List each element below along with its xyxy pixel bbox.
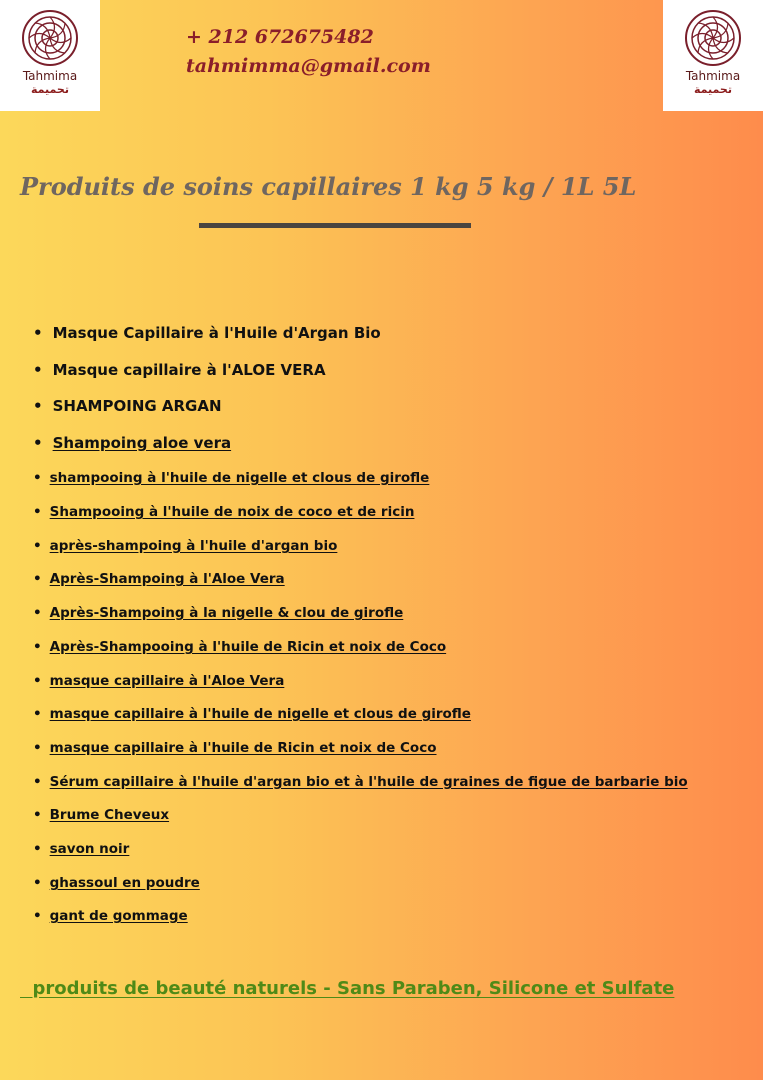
bullet-icon: • — [33, 571, 42, 587]
contact-phone[interactable]: + 212 672675482 — [186, 26, 374, 48]
product-label: Masque capillaire à l'ALOE VERA — [52, 361, 326, 379]
list-item[interactable] — [33, 639, 446, 655]
list-item — [33, 361, 326, 379]
list-item[interactable] — [33, 504, 414, 520]
bullet-icon: • — [33, 673, 42, 689]
bullet-icon: • — [33, 397, 43, 415]
bullet-icon: • — [33, 841, 42, 857]
list-item[interactable] — [33, 875, 200, 891]
bullet-icon: • — [33, 706, 42, 722]
product-link[interactable]: ghassoul en poudre — [49, 875, 200, 891]
title-divider — [199, 223, 471, 228]
product-link[interactable]: Après-Shampoing à l'Aloe Vera — [49, 571, 285, 587]
logo-arabic-name: تحميمة — [31, 83, 69, 96]
footer-tagline[interactable] — [20, 978, 674, 999]
brand-logo-left — [0, 0, 100, 111]
bullet-icon: • — [33, 807, 42, 823]
product-link[interactable]: gant de gommage — [49, 908, 188, 924]
bullet-icon: • — [33, 908, 42, 924]
list-item[interactable] — [33, 434, 231, 452]
list-item[interactable] — [33, 706, 471, 722]
product-link[interactable]: Shampoing aloe vera — [52, 434, 232, 452]
product-link[interactable]: après-shampoing à l'huile d'argan bio — [49, 538, 338, 554]
footer-text[interactable]: produits de beauté naturels - Sans Paraben, Silicone et Sulfate — [32, 978, 675, 999]
mandala-logo-icon — [684, 9, 742, 67]
bullet-icon: • — [33, 361, 43, 379]
bullet-icon: • — [33, 470, 42, 486]
list-item[interactable] — [33, 774, 688, 790]
bullet-icon: • — [33, 538, 42, 554]
bullet-icon: • — [33, 605, 42, 621]
product-link[interactable]: Shampooing à l'huile de noix de coco et de ricin — [49, 504, 415, 520]
bullet-icon: • — [33, 639, 42, 655]
bullet-icon: • — [33, 504, 42, 520]
contact-email[interactable]: tahmimma@gmail.com — [186, 55, 431, 77]
list-item[interactable] — [33, 673, 284, 689]
logo-arabic-name: تحميمة — [694, 83, 732, 96]
product-link[interactable]: shampooing à l'huile de nigelle et clous de girofle — [49, 470, 430, 486]
product-link[interactable]: masque capillaire à l'Aloe Vera — [49, 673, 285, 689]
mandala-logo-icon — [21, 9, 79, 67]
product-label: Masque Capillaire à l'Huile d'Argan Bio — [52, 324, 381, 342]
list-item[interactable] — [33, 740, 437, 756]
product-label: SHAMPOING ARGAN — [52, 397, 222, 415]
bullet-icon: • — [33, 875, 42, 891]
brand-logo-right — [663, 0, 763, 111]
list-item[interactable] — [33, 605, 403, 621]
bullet-icon: • — [33, 774, 42, 790]
list-item[interactable] — [33, 470, 429, 486]
bullet-icon: • — [33, 434, 43, 452]
logo-name: Tahmima — [685, 69, 741, 83]
list-item[interactable] — [33, 538, 337, 554]
product-link[interactable]: masque capillaire à l'huile de nigelle et clous de girofle — [49, 706, 471, 722]
product-link[interactable]: masque capillaire à l'huile de Ricin et noix de Coco — [49, 740, 437, 756]
page-title: Produits de soins capillaires 1 kg 5 kg / 1L 5L — [20, 172, 637, 201]
bullet-icon: • — [33, 324, 43, 342]
product-link[interactable]: Après-Shampoing à la nigelle & clou de girofle — [49, 605, 404, 621]
product-link[interactable]: savon noir — [49, 841, 130, 857]
list-item[interactable] — [33, 807, 169, 823]
product-link[interactable]: Après-Shampooing à l'huile de Ricin et noix de Coco — [49, 639, 447, 655]
list-item — [33, 397, 222, 415]
bullet-icon: • — [33, 740, 42, 756]
list-item[interactable] — [33, 571, 285, 587]
list-item[interactable] — [33, 841, 129, 857]
product-link[interactable]: Brume Cheveux — [49, 807, 170, 823]
logo-name: Tahmima — [22, 69, 78, 83]
list-item — [33, 324, 381, 342]
list-item[interactable] — [33, 908, 188, 924]
product-link[interactable]: Sérum capillaire à l'huile d'argan bio et à l'huile de graines de figue de barbarie bio — [49, 774, 688, 790]
